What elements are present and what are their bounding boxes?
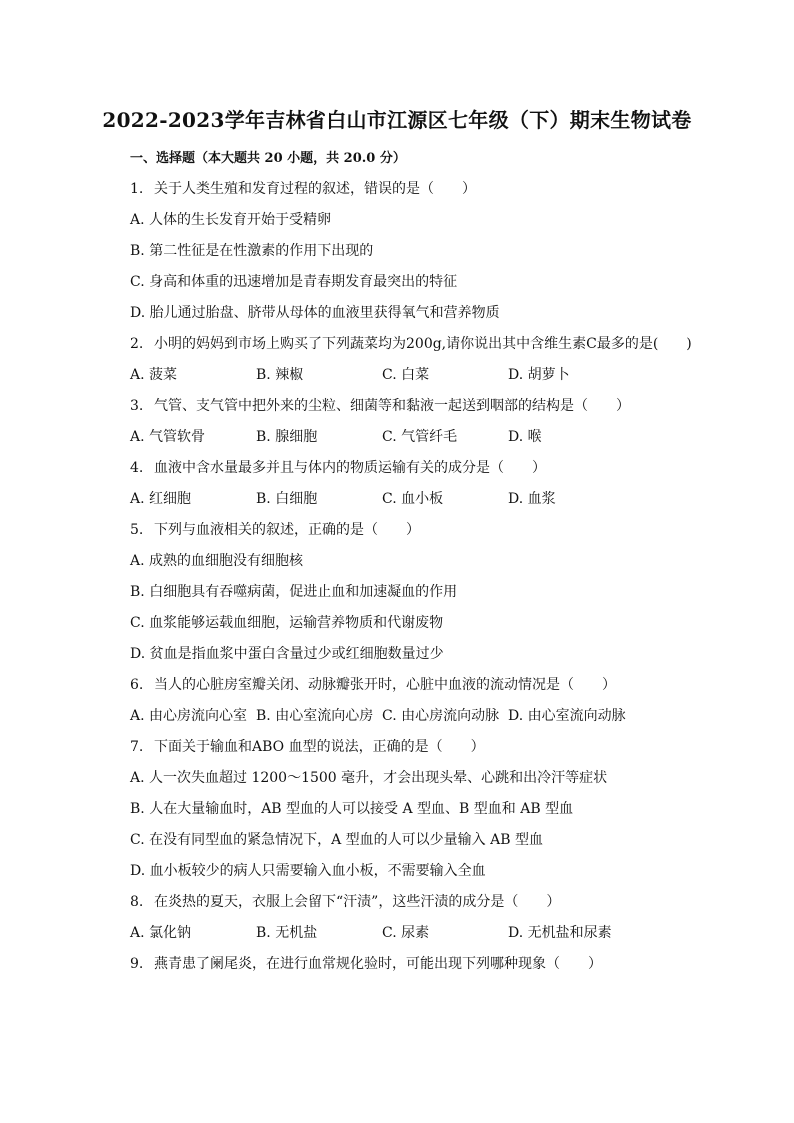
q5-option-d[interactable]: D. 贫血是指血浆中蛋白含量过少或红细胞数量过少 (130, 646, 444, 662)
question-4: 4. 血液中含水量最多并且与体内的物质运输有关的成分是（ ） (130, 460, 546, 476)
q6-option-c[interactable]: C. 由心房流向动脉 (382, 708, 500, 724)
q3-option-c[interactable]: C. 气管纤毛 (382, 429, 458, 445)
q4-option-d[interactable]: D. 血浆 (508, 491, 556, 507)
q7-option-b[interactable]: B. 人在大量输血时，AB 型血的人可以接受 A 型血、B 型血和 AB 型血 (130, 801, 574, 817)
question-8: 8. 在炎热的夏天，衣服上会留下“汗渍”，这些汗渍的成分是（ ） (130, 894, 561, 910)
q5-option-a[interactable]: A. 成熟的血细胞没有细胞核 (130, 553, 304, 569)
question-9: 9. 燕青患了阑尾炎，在进行血常规化验时，可能出现下列哪种现象（ ） (130, 956, 602, 972)
q2-option-c[interactable]: C. 白菜 (382, 367, 430, 383)
q3-option-b[interactable]: B. 腺细胞 (256, 429, 318, 445)
q6-option-d[interactable]: D. 由心室流向动脉 (508, 708, 626, 724)
question-3: 3. 气管、支气管中把外来的尘粒、细菌等和黏液一起送到咽部的结构是（ ） (130, 398, 630, 414)
page-title: 2022-2023学年吉林省白山市江源区七年级（下）期末生物试卷 (102, 108, 692, 132)
q5-option-c[interactable]: C. 血浆能够运载血细胞，运输营养物质和代谢废物 (130, 615, 444, 631)
question-5: 5. 下列与血液相关的叙述，正确的是（ ） (130, 522, 420, 538)
q8-option-b[interactable]: B. 无机盐 (256, 925, 318, 941)
q7-option-a[interactable]: A. 人一次失血超过 1200～1500 毫升，才会出现头晕、心跳和出冷汗等症状 (130, 770, 608, 786)
q1-option-d[interactable]: D. 胎儿通过胎盘、脐带从母体的血液里获得氧气和营养物质 (130, 305, 500, 321)
q2-option-b[interactable]: B. 辣椒 (256, 367, 304, 383)
q4-option-b[interactable]: B. 白细胞 (256, 491, 318, 507)
q2-option-d[interactable]: D. 胡萝卜 (508, 367, 570, 383)
q2-option-a[interactable]: A. 菠菜 (130, 367, 178, 383)
q1-option-c[interactable]: C. 身高和体重的迅速增加是青春期发育最突出的特征 (130, 274, 458, 290)
q4-option-a[interactable]: A. 红细胞 (130, 491, 192, 507)
q1-option-b[interactable]: B. 第二性征是在性激素的作用下出现的 (130, 243, 374, 259)
q3-option-a[interactable]: A. 气管软骨 (130, 429, 206, 445)
q7-option-c[interactable]: C. 在没有同型血的紧急情况下，A 型血的人可以少量输入 AB 型血 (130, 832, 543, 848)
q6-option-b[interactable]: B. 由心室流向心房 (256, 708, 374, 724)
question-2: 2. 小明的妈妈到市场上购买了下列蔬菜均为200g,请你说出其中含维生素C最多的是( ) (130, 336, 692, 352)
q3-option-d[interactable]: D. 喉 (508, 429, 542, 445)
q8-option-d[interactable]: D. 无机盐和尿素 (508, 925, 612, 941)
question-1: 1. 关于人类生殖和发育过程的叙述，错误的是（ ） (130, 181, 476, 197)
q7-option-d[interactable]: D. 血小板较少的病人只需要输入血小板，不需要输入全血 (130, 863, 486, 879)
section-heading: 一、选择题（本大题共 20 小题，共 20.0 分） (130, 151, 406, 166)
q8-option-a[interactable]: A. 氯化钠 (130, 925, 192, 941)
q4-option-c[interactable]: C. 血小板 (382, 491, 444, 507)
q5-option-b[interactable]: B. 白细胞具有吞噬病菌，促进止血和加速凝血的作用 (130, 584, 458, 600)
q6-option-a[interactable]: A. 由心房流向心室 (130, 708, 248, 724)
q1-option-a[interactable]: A. 人体的生长发育开始于受精卵 (130, 212, 332, 228)
q8-option-c[interactable]: C. 尿素 (382, 925, 430, 941)
question-6: 6. 当人的心脏房室瓣关闭、动脉瓣张开时，心脏中血液的流动情况是（ ） (130, 677, 616, 693)
question-7: 7. 下面关于输血和ABO 血型的说法，正确的是（ ） (130, 739, 485, 755)
